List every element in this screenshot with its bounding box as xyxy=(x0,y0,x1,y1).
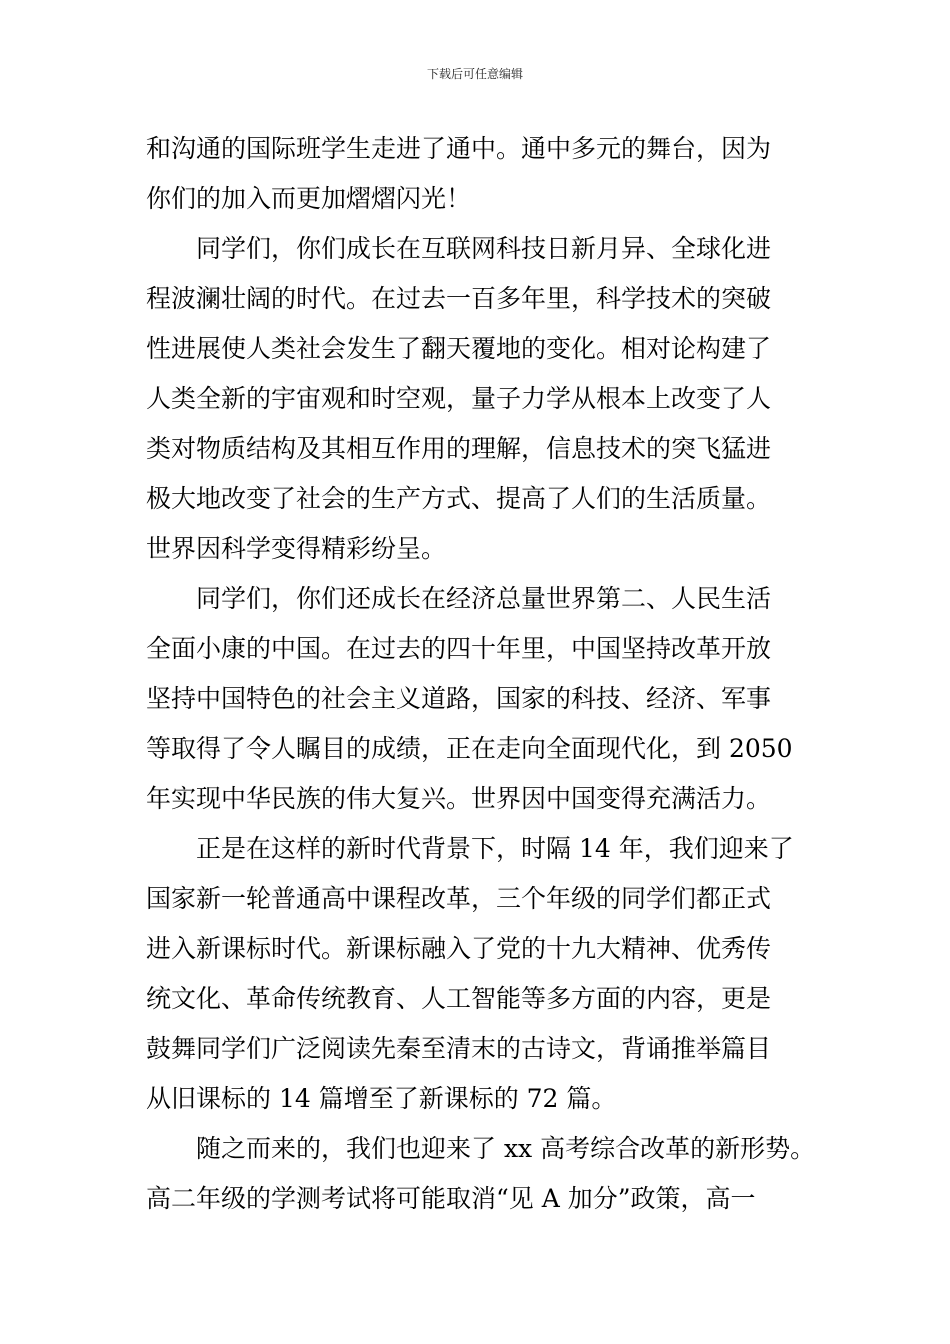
text-line: 和沟通的国际班学生走进了通中。通中多元的舞台，因为 xyxy=(146,134,772,163)
text-line: 全面小康的中国。在过去的四十年里，中国坚持改革开放 xyxy=(146,634,772,663)
text-line: 人类全新的宇宙观和时空观，量子力学从根本上改变了人 xyxy=(146,384,772,413)
text-line: 进入新课标时代。新课标融入了党的十九大精神、优秀传 xyxy=(146,934,772,963)
text-line: 世界因科学变得精彩纷呈。 xyxy=(146,534,447,563)
text-line: 同学们，你们还成长在经济总量世界第二、人民生活 xyxy=(196,584,772,613)
text-line: 鼓舞同学们广泛阅读先秦至清末的古诗文，背诵推举篇目 xyxy=(146,1034,772,1063)
text-line: 年实现中华民族的伟大复兴。世界因中国变得充满活力。 xyxy=(146,784,772,813)
text-line: 随之而来的，我们也迎来了 xx 高考综合改革的新形势。 xyxy=(196,1134,816,1163)
text-line: 从旧课标的 14 篇增至了新课标的 72 篇。 xyxy=(146,1084,617,1113)
text-line: 统文化、革命传统教育、人工智能等多方面的内容，更是 xyxy=(146,984,772,1013)
text-line: 性进展使人类社会发生了翻天覆地的变化。相对论构建了 xyxy=(146,334,772,363)
text-line: 等取得了令人瞩目的成绩，正在走向全面现代化，到 2050 xyxy=(146,734,793,763)
text-line: 高二年级的学测考试将可能取消“见 A 加分”政策，高一 xyxy=(146,1184,756,1213)
text-line: 正是在这样的新时代背景下，时隔 14 年，我们迎来了 xyxy=(196,834,794,863)
text-line: 国家新一轮普通高中课程改革，三个年级的同学们都正式 xyxy=(146,884,772,913)
text-line: 坚持中国特色的社会主义道路，国家的科技、经济、军事 xyxy=(146,684,772,713)
text-line: 程波澜壮阔的时代。在过去一百多年里，科学技术的突破 xyxy=(146,284,772,313)
text-line: 同学们，你们成长在互联网科技日新月异、全球化进 xyxy=(196,234,772,263)
page-header: 下载后可任意编辑 xyxy=(426,67,523,81)
text-line: 你们的加入而更加熠熠闪光！ xyxy=(146,184,472,213)
text-line: 类对物质结构及其相互作用的理解，信息技术的突飞猛进 xyxy=(146,434,772,463)
text-line: 极大地改变了社会的生产方式、提高了人们的生活质量。 xyxy=(146,484,772,513)
